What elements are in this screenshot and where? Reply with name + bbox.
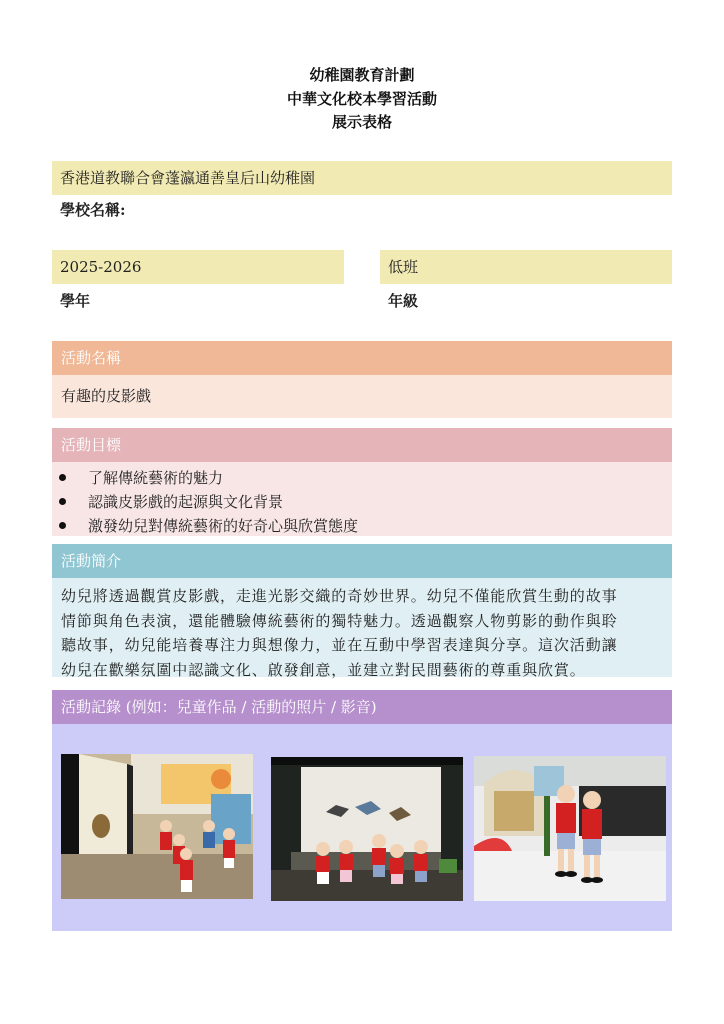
summary-paragraph: [52, 578, 672, 682]
doc-title: 幼稚園教育計劃: [309, 66, 415, 84]
records-heading: 活動記錄 (例如：兒童作品 / 活動的照片 / 影音): [52, 690, 672, 724]
activity-photo-2: [271, 757, 463, 901]
school-name-field[interactable]: 香港道教聯合會蓬瀛通善皇后山幼稚園: [52, 161, 672, 195]
summary-body: [52, 578, 672, 677]
summary-line: 幼兒在歡樂氛圍中認識文化、啟發創意，並建立對民間藝術的尊重與欣賞。: [61, 660, 586, 679]
bullet-icon: [59, 498, 66, 505]
activity-photo-1: [61, 754, 253, 899]
bullet-icon: [59, 474, 66, 481]
objectives-heading: 活動目標: [52, 428, 672, 462]
school-name-label: 學校名稱:: [60, 201, 126, 219]
activity-photo-3: [474, 756, 666, 901]
objectives-body: [52, 462, 672, 536]
grade-label: 年級: [388, 292, 419, 310]
grade-field[interactable]: 低班: [380, 250, 672, 284]
summary-line: 幼兒將透過觀賞皮影戲，走進光影交織的奇妙世界。幼兒不僅能欣賞生動的故事: [61, 587, 618, 605]
doc-subtitle: 中華文化校本學習活動: [286, 90, 437, 108]
summary-heading: 活動簡介: [52, 544, 672, 578]
activity-name-value[interactable]: 有趣的皮影戲: [52, 375, 672, 418]
doc-form-title: 展示表格: [331, 113, 392, 131]
summary-line: 聽故事，幼兒能培養專注力與想像力，並在互動中學習表達與分享。這次活動讓: [61, 636, 618, 654]
year-label: 學年: [60, 292, 91, 310]
year-field[interactable]: 2025-2026: [52, 250, 344, 284]
activity-name-heading: 活動名稱: [52, 341, 672, 375]
bullet-icon: [59, 522, 66, 529]
objectives-list: [52, 462, 672, 538]
objective-item: 激發幼兒對傳統藝術的好奇心與欣賞態度: [52, 514, 672, 538]
objective-item: 認識皮影戲的起源與文化背景: [52, 490, 672, 514]
summary-line: 情節與角色表演，還能體驗傳統藝術的獨特魅力。透過觀察人物剪影的動作與聆: [61, 611, 618, 630]
objective-item: 了解傳統藝術的魅力: [52, 466, 672, 490]
